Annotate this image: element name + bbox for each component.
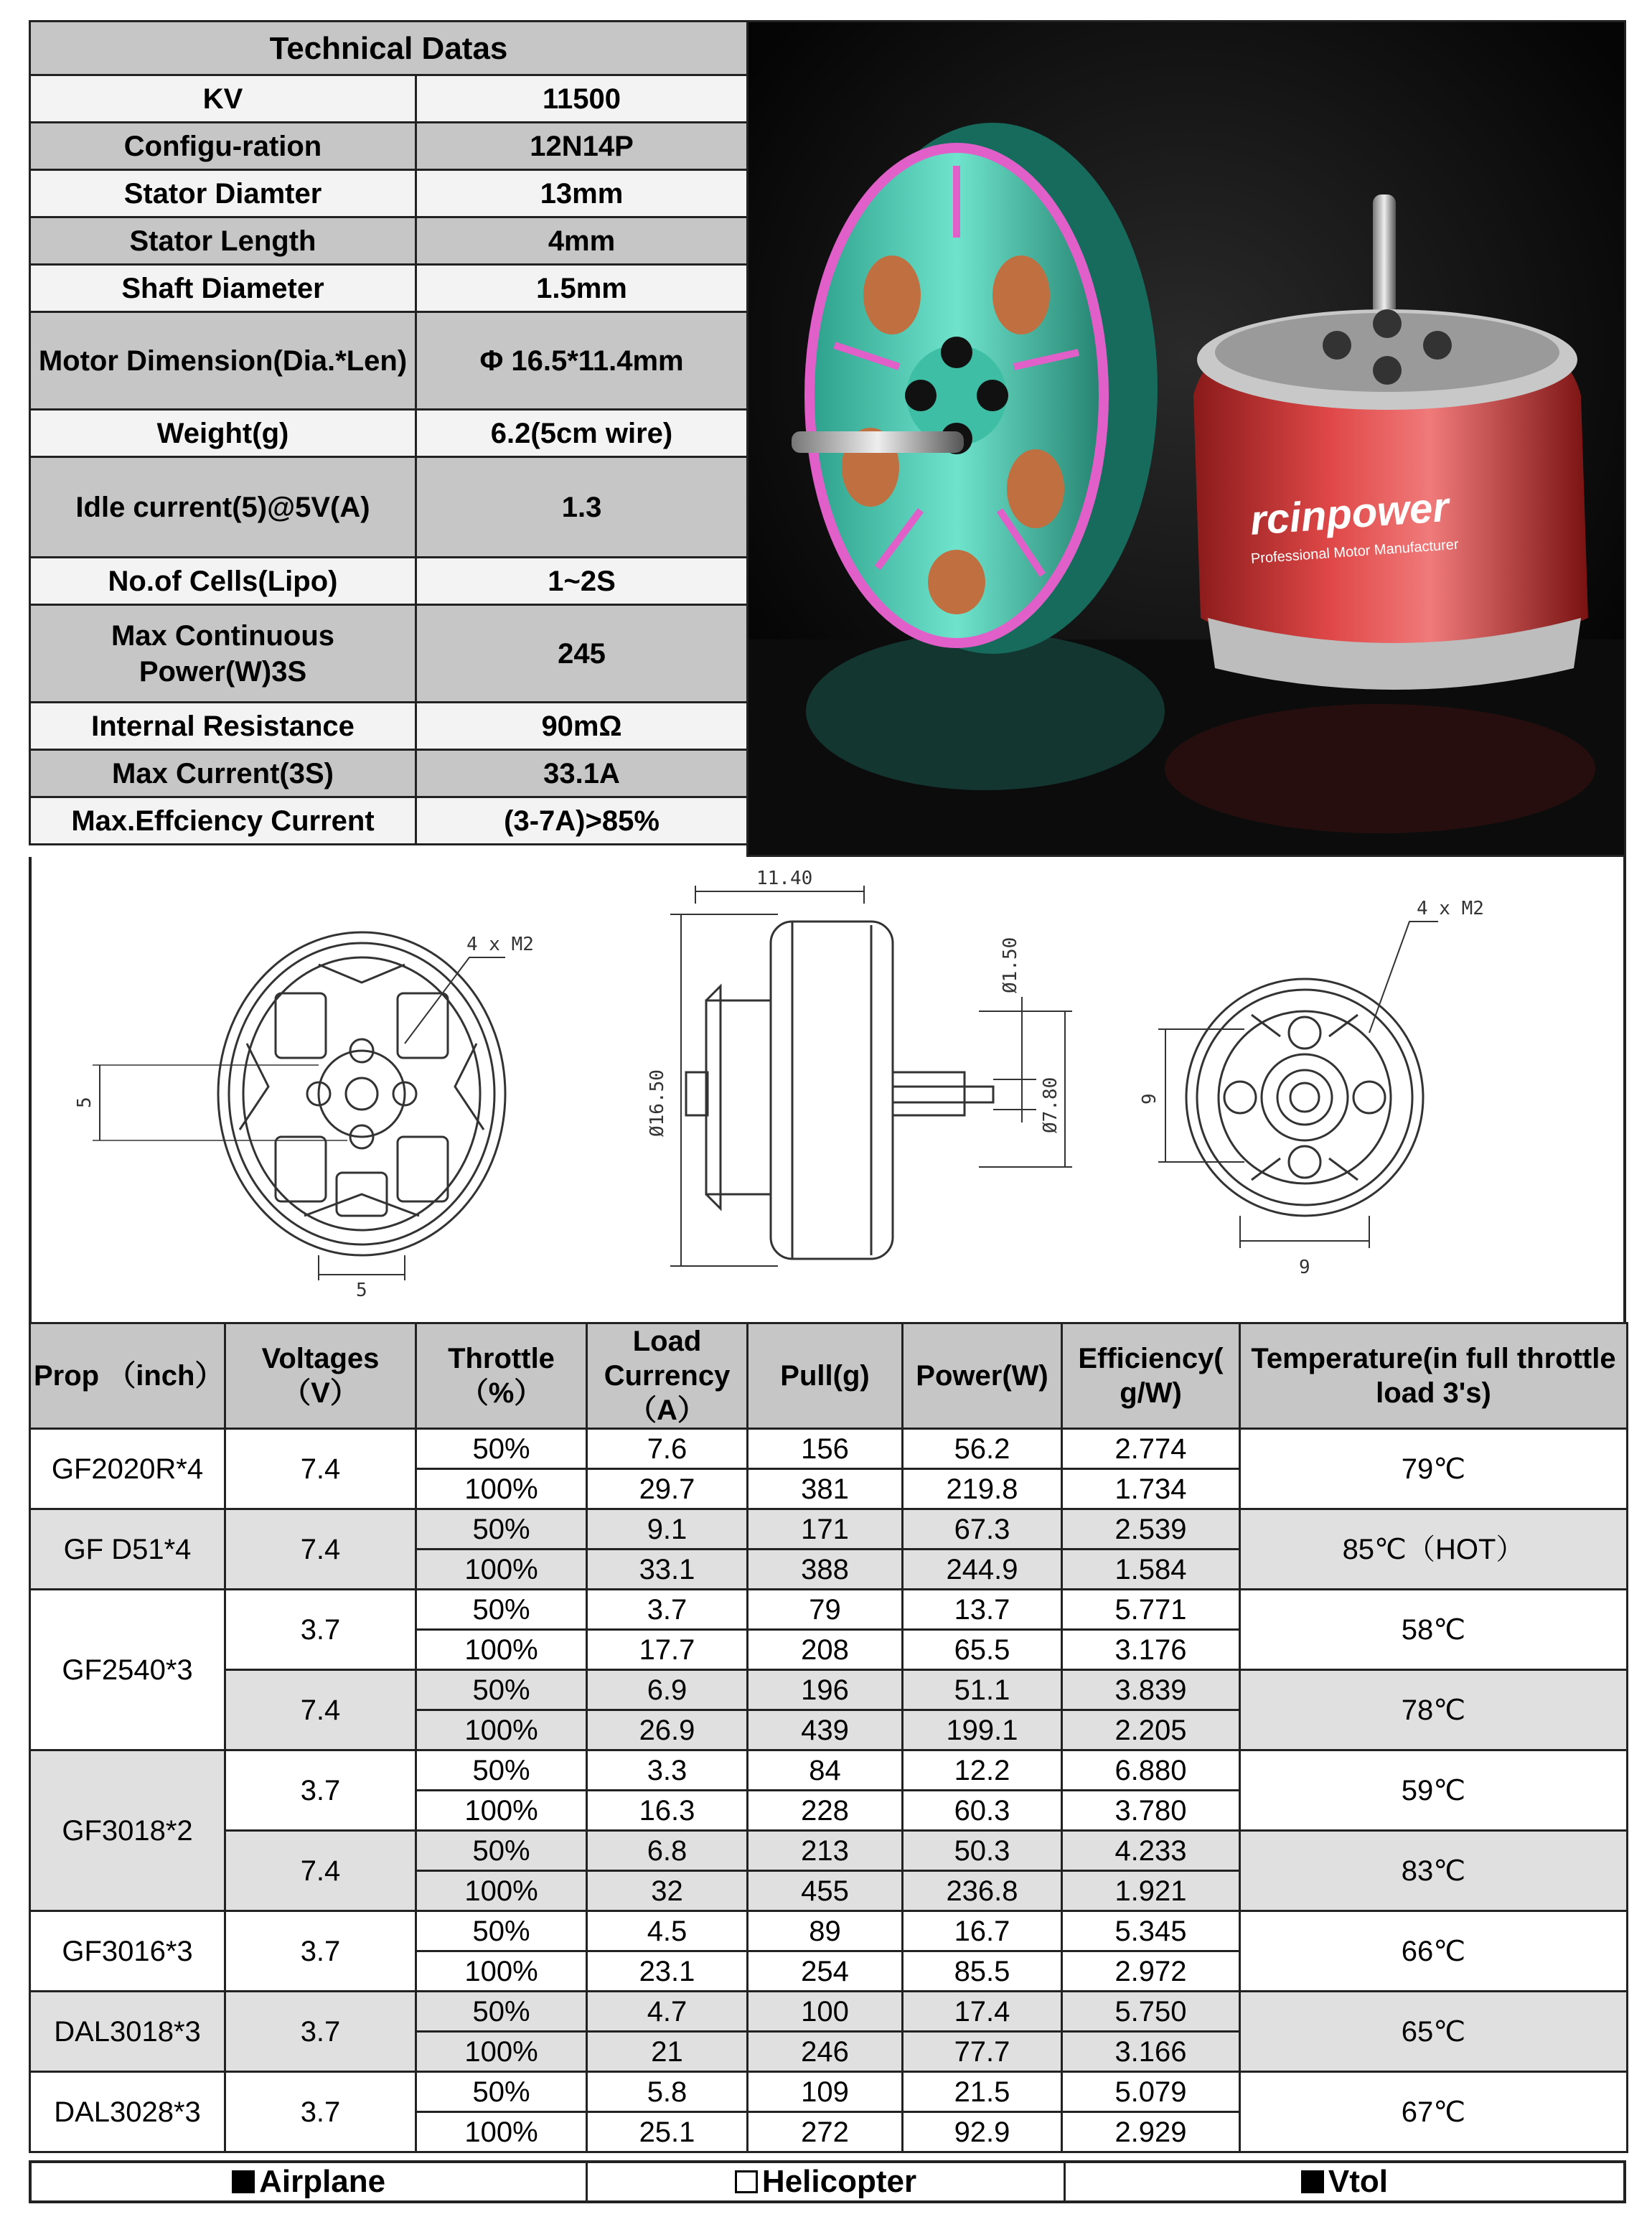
table-row xyxy=(30,1509,1628,1550)
option-airplane[interactable] xyxy=(32,2163,588,2200)
load-cell: 6.8 xyxy=(587,1831,748,1871)
spec-row xyxy=(30,457,748,558)
spec-label: Idle current(5)@5V(A) xyxy=(30,457,416,558)
load-cell: 3.7 xyxy=(587,1590,748,1630)
spec-label: Motor Dimension(Dia.*Len) xyxy=(30,312,416,410)
spec-row xyxy=(30,750,748,797)
rear-dim-v: 9 xyxy=(1139,1093,1160,1105)
pull-cell: 196 xyxy=(748,1670,903,1710)
power-cell: 199.1 xyxy=(903,1710,1062,1750)
technical-drawing xyxy=(29,857,1626,1322)
spec-row xyxy=(30,170,748,217)
spec-label: Configu-ration xyxy=(30,123,416,170)
product-photo xyxy=(746,20,1626,857)
load-cell: 3.3 xyxy=(587,1750,748,1791)
power-cell: 16.7 xyxy=(903,1911,1062,1951)
side-diameter: Ø16.50 xyxy=(647,1069,668,1137)
table-row xyxy=(30,1429,1628,1469)
checkbox-icon xyxy=(232,2170,255,2193)
motor-render xyxy=(748,22,1624,855)
prop-cell: GF D51*4 xyxy=(30,1509,225,1590)
power-cell: 219.8 xyxy=(903,1469,1062,1509)
spec-label: Stator Length xyxy=(30,217,416,265)
spec-label: Shaft Diameter xyxy=(30,265,416,312)
option-vtol[interactable] xyxy=(1066,2163,1623,2200)
spec-value: 4mm xyxy=(416,217,748,265)
spec-row xyxy=(30,265,748,312)
load-cell: 7.6 xyxy=(587,1429,748,1469)
throttle-cell: 100% xyxy=(416,2032,587,2072)
checkbox-icon xyxy=(1301,2170,1324,2193)
table-row xyxy=(30,1590,1628,1630)
throttle-cell: 50% xyxy=(416,1509,587,1550)
spec-value: 12N14P xyxy=(416,123,748,170)
throttle-cell: 50% xyxy=(416,1911,587,1951)
power-cell: 85.5 xyxy=(903,1951,1062,1992)
temperature-cell: 83℃ xyxy=(1240,1831,1628,1911)
table-row xyxy=(30,1750,1628,1791)
throttle-cell: 50% xyxy=(416,2072,587,2112)
spec-row xyxy=(30,123,748,170)
spec-row xyxy=(30,797,748,845)
spec-value: 90mΩ xyxy=(416,703,748,750)
prop-cell: GF2540*3 xyxy=(30,1590,225,1750)
pull-cell: 381 xyxy=(748,1469,903,1509)
pull-cell: 439 xyxy=(748,1710,903,1750)
throttle-cell: 50% xyxy=(416,1429,587,1469)
efficiency-cell: 1.734 xyxy=(1062,1469,1240,1509)
temperature-cell: 58℃ xyxy=(1240,1590,1628,1670)
spec-value: 11500 xyxy=(416,75,748,123)
spec-label: Internal Resistance xyxy=(30,703,416,750)
load-cell: 6.9 xyxy=(587,1670,748,1710)
front-view xyxy=(93,932,505,1280)
spec-row xyxy=(30,217,748,265)
power-cell: 65.5 xyxy=(903,1630,1062,1670)
option-label: Vtol xyxy=(1328,2164,1388,2199)
spec-value: 1.3 xyxy=(416,457,748,558)
spec-value: 6.2(5cm wire) xyxy=(416,410,748,457)
prop-cell: GF3016*3 xyxy=(30,1911,225,1992)
table-row xyxy=(30,2072,1628,2112)
load-cell: 17.7 xyxy=(587,1630,748,1670)
efficiency-cell: 6.880 xyxy=(1062,1750,1240,1791)
efficiency-cell: 5.750 xyxy=(1062,1992,1240,2032)
efficiency-cell: 4.233 xyxy=(1062,1831,1240,1871)
brand-tagline: Professional Motor Manufacturer xyxy=(1250,536,1460,567)
pull-cell: 84 xyxy=(748,1750,903,1791)
power-cell: 60.3 xyxy=(903,1791,1062,1831)
spec-value: 33.1A xyxy=(416,750,748,797)
throttle-cell: 100% xyxy=(416,1791,587,1831)
throttle-cell: 100% xyxy=(416,1871,587,1911)
efficiency-cell: 2.972 xyxy=(1062,1951,1240,1992)
header-pull: Pull(g) xyxy=(748,1323,903,1429)
throttle-cell: 50% xyxy=(416,1670,587,1710)
efficiency-cell: 3.780 xyxy=(1062,1791,1240,1831)
pull-cell: 272 xyxy=(748,2112,903,2152)
pull-cell: 246 xyxy=(748,2032,903,2072)
spec-row xyxy=(30,703,748,750)
pull-cell: 254 xyxy=(748,1951,903,1992)
power-cell: 21.5 xyxy=(903,2072,1062,2112)
spec-row xyxy=(30,75,748,123)
spec-label: No.of Cells(Lipo) xyxy=(30,558,416,605)
prop-cell: GF3018*2 xyxy=(30,1750,225,1911)
header-prop: Prop （inch） xyxy=(30,1323,225,1429)
power-cell: 77.7 xyxy=(903,2032,1062,2072)
power-cell: 67.3 xyxy=(903,1509,1062,1550)
pull-cell: 156 xyxy=(748,1429,903,1469)
spec-row xyxy=(30,410,748,457)
pull-cell: 228 xyxy=(748,1791,903,1831)
spec-value: Φ 16.5*11.4mm xyxy=(416,312,748,410)
rear-view xyxy=(1158,922,1438,1248)
side-length: 11.40 xyxy=(756,868,813,889)
spec-value: 1.5mm xyxy=(416,265,748,312)
spec-title: Technical Datas xyxy=(30,22,748,75)
pull-cell: 89 xyxy=(748,1911,903,1951)
voltage-cell: 3.7 xyxy=(225,1911,416,1992)
prop-cell: GF2020R*4 xyxy=(30,1429,225,1509)
spec-row xyxy=(30,605,748,703)
rear-dim-h: 9 xyxy=(1299,1257,1310,1278)
throttle-cell: 50% xyxy=(416,1831,587,1871)
efficiency-cell: 3.176 xyxy=(1062,1630,1240,1670)
spec-label: Stator Diamter xyxy=(30,170,416,217)
throttle-cell: 50% xyxy=(416,1590,587,1630)
throttle-cell: 100% xyxy=(416,1469,587,1509)
option-label: Helicopter xyxy=(761,2164,917,2199)
throttle-cell: 100% xyxy=(416,1630,587,1670)
power-cell: 236.8 xyxy=(903,1871,1062,1911)
efficiency-cell: 2.205 xyxy=(1062,1710,1240,1750)
aircraft-type-options xyxy=(29,2160,1626,2203)
header-throttle: Throttle （%） xyxy=(416,1323,587,1429)
pull-cell: 100 xyxy=(748,1992,903,2032)
voltage-cell: 3.7 xyxy=(225,1750,416,1831)
throttle-cell: 100% xyxy=(416,1951,587,1992)
rear-hole-label: 4 x M2 xyxy=(1417,898,1484,919)
spec-label: Max Continuous Power(W)3S xyxy=(30,605,416,703)
temperature-cell: 79℃ xyxy=(1240,1429,1628,1509)
pull-cell: 455 xyxy=(748,1871,903,1911)
performance-table xyxy=(29,1322,1628,2153)
table-row xyxy=(30,1831,1628,1871)
front-hole-label: 4 x M2 xyxy=(466,934,534,955)
load-cell: 32 xyxy=(587,1871,748,1911)
header-efficiency: Efficiency( g/W) xyxy=(1062,1323,1240,1429)
throttle-cell: 50% xyxy=(416,1992,587,2032)
efficiency-cell: 5.345 xyxy=(1062,1911,1240,1951)
throttle-cell: 50% xyxy=(416,1750,587,1791)
load-cell: 9.1 xyxy=(587,1509,748,1550)
voltage-cell: 3.7 xyxy=(225,1590,416,1670)
efficiency-cell: 1.584 xyxy=(1062,1550,1240,1590)
spec-label: KV xyxy=(30,75,416,123)
pull-cell: 79 xyxy=(748,1590,903,1630)
efficiency-cell: 1.921 xyxy=(1062,1871,1240,1911)
table-row xyxy=(30,1670,1628,1710)
spec-value: 1~2S xyxy=(416,558,748,605)
power-cell: 244.9 xyxy=(903,1550,1062,1590)
pull-cell: 171 xyxy=(748,1509,903,1550)
pull-cell: 213 xyxy=(748,1831,903,1871)
option-helicopter[interactable] xyxy=(588,2163,1066,2200)
load-cell: 29.7 xyxy=(587,1469,748,1509)
voltage-cell: 3.7 xyxy=(225,2072,416,2152)
throttle-cell: 100% xyxy=(416,1710,587,1750)
spec-value: 13mm xyxy=(416,170,748,217)
voltage-cell: 3.7 xyxy=(225,1992,416,2072)
header-voltage: Voltages （V） xyxy=(225,1323,416,1429)
header-temperature: Temperature(in full throttle load 3's) xyxy=(1240,1323,1628,1429)
front-dim-v: 5 xyxy=(74,1097,95,1108)
pull-cell: 388 xyxy=(748,1550,903,1590)
voltage-cell: 7.4 xyxy=(225,1429,416,1509)
voltage-cell: 7.4 xyxy=(225,1509,416,1590)
spec-row xyxy=(30,558,748,605)
load-cell: 21 xyxy=(587,2032,748,2072)
power-cell: 50.3 xyxy=(903,1831,1062,1871)
power-cell: 17.4 xyxy=(903,1992,1062,2032)
prop-cell: DAL3018*3 xyxy=(30,1992,225,2072)
header-load: Load Currency （A） xyxy=(587,1323,748,1429)
load-cell: 26.9 xyxy=(587,1710,748,1750)
throttle-cell: 100% xyxy=(416,2112,587,2152)
load-cell: 33.1 xyxy=(587,1550,748,1590)
pull-cell: 208 xyxy=(748,1630,903,1670)
efficiency-cell: 3.166 xyxy=(1062,2032,1240,2072)
efficiency-cell: 2.539 xyxy=(1062,1509,1240,1550)
option-label: Airplane xyxy=(259,2164,386,2199)
brand-logo: rcinpower xyxy=(1248,483,1450,544)
throttle-cell: 100% xyxy=(416,1550,587,1590)
efficiency-cell: 2.774 xyxy=(1062,1429,1240,1469)
checkbox-icon xyxy=(735,2170,758,2193)
load-cell: 5.8 xyxy=(587,2072,748,2112)
side-shaft: Ø1.50 xyxy=(1000,937,1021,993)
power-cell: 92.9 xyxy=(903,2112,1062,2152)
header-power: Power(W) xyxy=(903,1323,1062,1429)
spec-table xyxy=(29,20,748,845)
load-cell: 4.5 xyxy=(587,1911,748,1951)
load-cell: 23.1 xyxy=(587,1951,748,1992)
efficiency-cell: 5.771 xyxy=(1062,1590,1240,1630)
temperature-cell: 66℃ xyxy=(1240,1911,1628,1992)
power-cell: 51.1 xyxy=(903,1670,1062,1710)
spec-value: (3-7A)>85% xyxy=(416,797,748,845)
front-dim-h: 5 xyxy=(356,1280,367,1301)
power-cell: 13.7 xyxy=(903,1590,1062,1630)
table-row xyxy=(30,1911,1628,1951)
spec-label: Max.Effciency Current xyxy=(30,797,416,845)
temperature-cell: 78℃ xyxy=(1240,1670,1628,1750)
temperature-cell: 85℃（HOT） xyxy=(1240,1509,1628,1590)
voltage-cell: 7.4 xyxy=(225,1831,416,1911)
spec-row xyxy=(30,312,748,410)
table-row xyxy=(30,1992,1628,2032)
voltage-cell: 7.4 xyxy=(225,1670,416,1750)
efficiency-cell: 5.079 xyxy=(1062,2072,1240,2112)
side-boss: Ø7.80 xyxy=(1040,1077,1061,1133)
efficiency-cell: 3.839 xyxy=(1062,1670,1240,1710)
load-cell: 25.1 xyxy=(587,2112,748,2152)
spec-label: Weight(g) xyxy=(30,410,416,457)
load-cell: 4.7 xyxy=(587,1992,748,2032)
spec-value: 245 xyxy=(416,605,748,703)
prop-cell: DAL3028*3 xyxy=(30,2072,225,2152)
temperature-cell: 67℃ xyxy=(1240,2072,1628,2152)
efficiency-cell: 2.929 xyxy=(1062,2112,1240,2152)
power-cell: 56.2 xyxy=(903,1429,1062,1469)
power-cell: 12.2 xyxy=(903,1750,1062,1791)
spec-label: Max Current(3S) xyxy=(30,750,416,797)
pull-cell: 109 xyxy=(748,2072,903,2112)
temperature-cell: 59℃ xyxy=(1240,1750,1628,1831)
load-cell: 16.3 xyxy=(587,1791,748,1831)
temperature-cell: 65℃ xyxy=(1240,1992,1628,2072)
